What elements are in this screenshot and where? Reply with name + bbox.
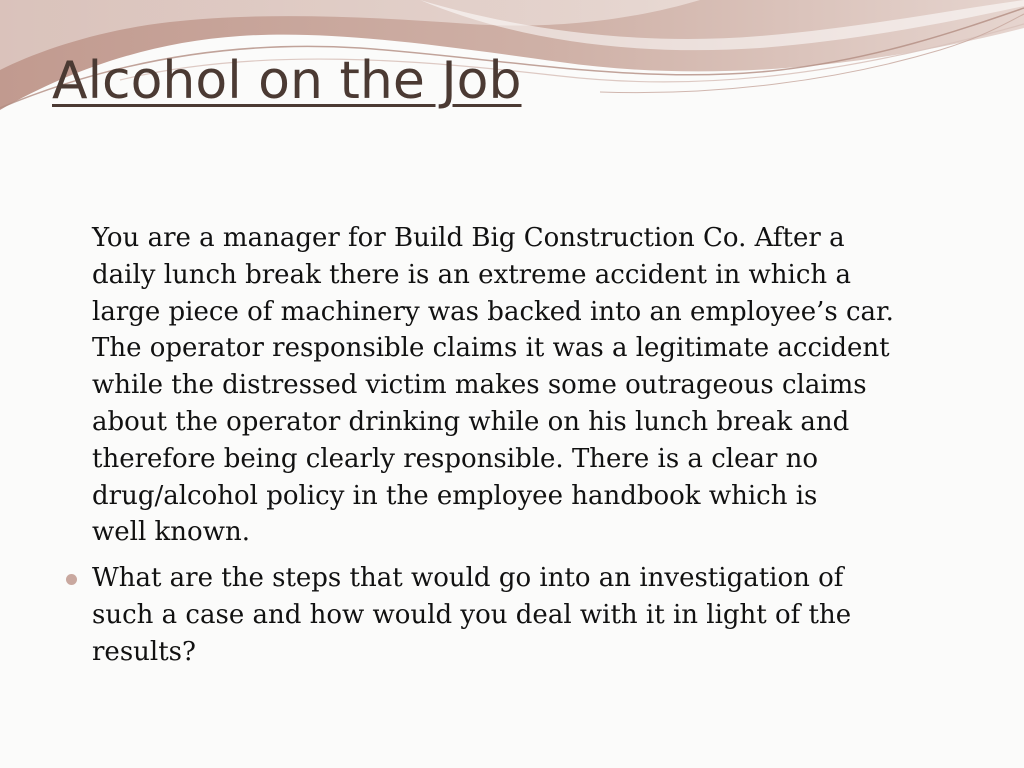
paragraph-line: The operator responsible claims it was a legitimate accident — [92, 333, 890, 364]
paragraph-line: You are a manager for Build Big Construction Co. After a — [92, 223, 845, 253]
bullet-line: What are the steps that would go into an investigation of — [92, 563, 844, 593]
bullet-line: such a case and how would you deal with it in light of the — [92, 599, 852, 630]
slide-title: Alcohol on the Job — [52, 51, 522, 111]
paragraph-line: about the operator drinking while on his lunch break and — [92, 406, 850, 437]
paragraph-line: large piece of machinery was backed into an employee’s car. — [92, 296, 894, 327]
paragraph-line: daily lunch break there is an extreme accident in which a — [92, 259, 851, 290]
paragraph-line: drug/alcohol policy in the employee handbook which is — [92, 480, 818, 511]
paragraph-line: well known. — [92, 517, 250, 548]
question-bullet — [92, 560, 982, 670]
bullet-dot-icon — [66, 574, 77, 585]
paragraph-line: while the distressed victim makes some outrageous claims — [92, 370, 867, 401]
scenario-paragraph — [92, 220, 982, 551]
bullet-line: results? — [92, 636, 196, 667]
paragraph-line: therefore being clearly responsible. There is a clear no — [92, 443, 819, 474]
